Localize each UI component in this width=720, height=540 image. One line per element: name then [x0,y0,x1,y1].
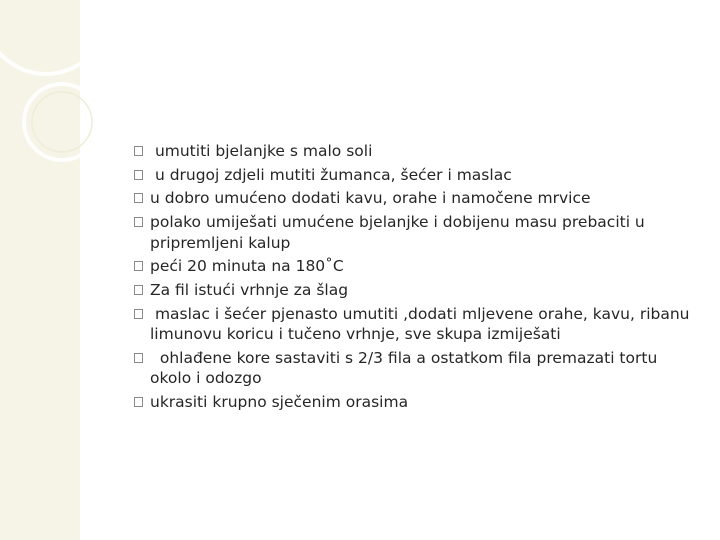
missing-glyph-box-icon [134,285,143,295]
list-item [134,256,694,277]
missing-glyph-box-icon [134,217,143,227]
list-item [134,165,694,186]
list-item-text: ohlađene kore sastaviti s 2/3 fila a ostatkom fila premazati tortu okolo i odozgo [150,348,663,388]
list-item-text: polako umiješati umućene bjelanjke i dobijenu masu prebaciti u pripremljeni kalup [150,213,650,252]
decorative-left-band [0,0,80,540]
list-item-text: u drugoj zdjeli mutiti žumanca, šećer i maslac [150,165,512,184]
missing-glyph-box-icon [134,193,143,203]
missing-glyph-box-icon [134,397,143,407]
missing-glyph-box-icon [134,261,143,271]
list-item-text: maslac i šećer pjenasto umutiti ,dodati mljevene orahe, kavu, ribanu limunovu koricu i tučeno vrhnje, sve skupa izmiješati [150,304,695,344]
missing-glyph-box-icon [134,146,143,156]
missing-glyph-box-icon [134,309,143,319]
list-item [134,348,694,389]
missing-glyph-box-icon [134,170,143,180]
list-item [134,141,694,162]
list-item [134,212,694,253]
missing-glyph-box-icon [134,353,143,363]
list-item [134,304,694,345]
list-item-text: Za fil istući vrhnje za šlag [150,280,349,299]
list-item [134,392,694,413]
list-item-text: ukrasiti krupno sječenim orasima [150,393,409,411]
recipe-steps-list [134,141,694,416]
list-item [134,188,694,209]
list-item-text: u dobro umućeno dodati kavu, orahe i namočene mrvice [150,189,591,208]
list-item [134,280,694,301]
list-item-text: umutiti bjelanjke s malo soli [150,142,373,160]
list-item-text: peći 20 minuta na 180˚C [150,257,344,276]
